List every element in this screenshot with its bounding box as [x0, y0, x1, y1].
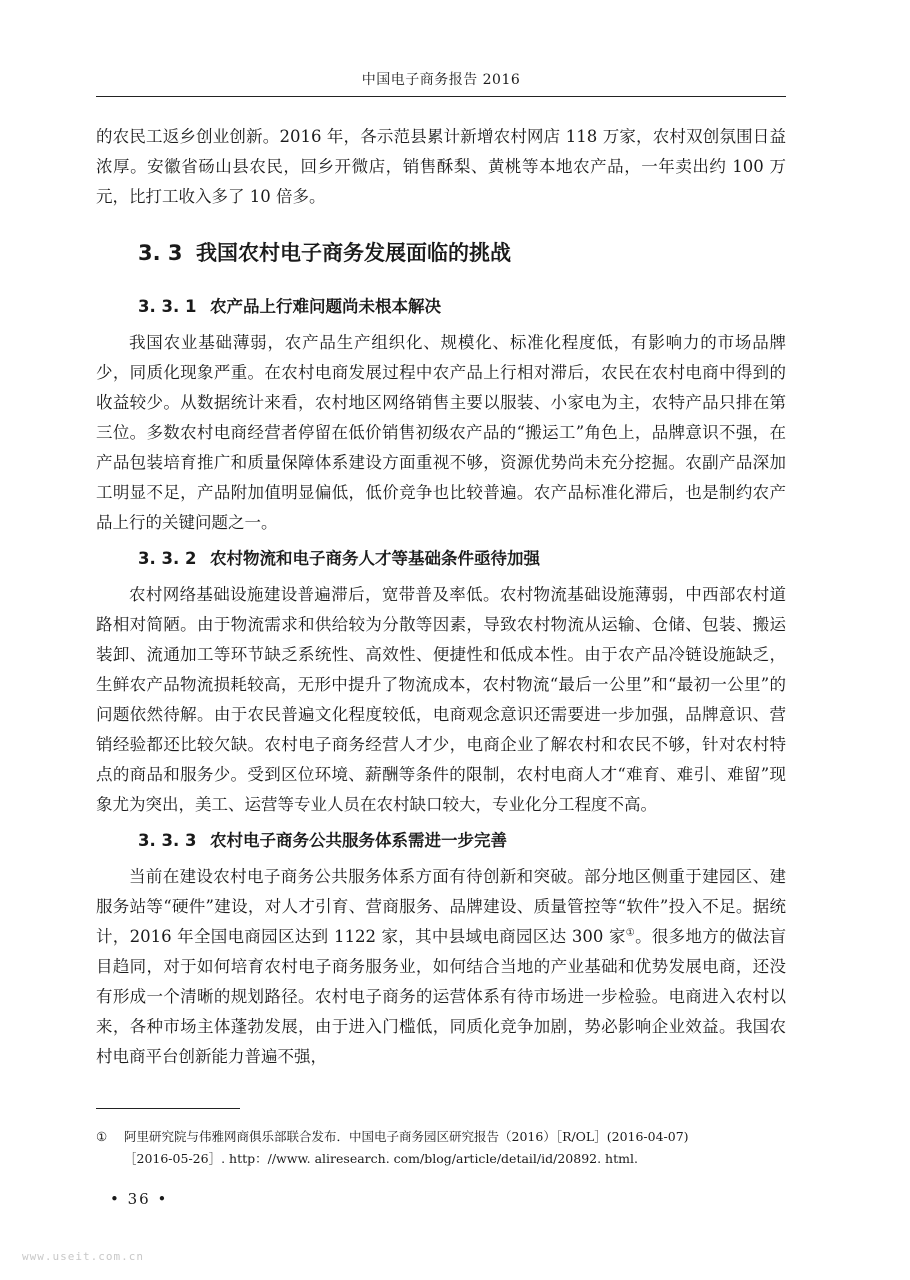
footnote-reference[interactable]: ① — [625, 927, 636, 939]
watermark: www.useit.com.cn — [22, 1250, 144, 1263]
running-title: 中国电子商务报告 2016 — [361, 72, 521, 88]
subsection-number: 3. 3. 1 — [138, 297, 197, 316]
subsection-title: 农村电子商务公共服务体系需进一步完善 — [210, 831, 507, 850]
intro-paragraph: 的农民工返乡创业创新。2016 年，各示范县累计新增农村网店 118 万家，农村双创氛围日益浓厚。安徽省砀山县农民，回乡开微店，销售酥梨、黄桃等本地农产品，一年卖出约 100 万元，比打工收入多了 10 倍多。 — [96, 127, 786, 206]
footnote-mark: ① — [96, 1129, 108, 1144]
subsection-body-2: 农村网络基础设施建设普遍滞后，宽带普及率低。农村物流基础设施薄弱，中西部农村道路相对简陋。由于物流需求和供给较为分散等因素，导致农村物流从运输、仓储、包装、搬运装卸、流通加工等环节缺乏系统性、高效性、便捷性和低成本性。由于农产品冷链设施缺乏，生鲜农产品物流损耗较高，无形中提升了物流成本，农村物流“最后一公里”和“最初一公里”的问题依然待解。由于农民普遍文化程度较低，电商观念意识还需要进一步加强，品牌意识、营销经验都还比较欠缺。农村电子商务经营人才少，电商企业了解农村和农民不够，针对农村特点的商品和服务少。受到区位环境、薪酬等条件的限制，农村电商人才“难育、难引、难留”现象尤为突出，美工、运营等专业人员在农村缺口较大，专业化分工程度不高。 — [96, 585, 786, 814]
subsection-heading-3 — [138, 826, 786, 856]
subsection-heading-2 — [138, 544, 786, 574]
section-title: 我国农村电子商务发展面临的挑战 — [196, 241, 511, 265]
body-text-before-note: 当前在建设农村电子商务公共服务体系方面有待创新和突破。部分地区侧重于建园区、建服务站等“硬件”建设，对人才引育、营商服务、品牌建设、质量管控等“软件”投入不足。据统计，2016 年全国电商园区达到 1122 家，其中县域电商园区达 300 家 — [96, 867, 786, 946]
subsection-title: 农村物流和电子商务人才等基础条件亟待加强 — [210, 549, 540, 568]
subsection-number: 3. 3. 3 — [138, 831, 197, 850]
footnote-url[interactable]: ［2016-05-26］. http：//www. aliresearch. com/blog/article/detail/id/20892. html. — [124, 1151, 638, 1166]
body-text-after-note: 。很多地方的做法盲目趋同，对于如何培育农村电子商务服务业，如何结合当地的产业基础和优势发展电商，还没有形成一个清晰的规划路径。农村电子商务的运营体系有待市场进一步检验。电商进入农村以来，各种市场主体蓬勃发展，由于进入门槛低，同质化竞争加剧，势必影响企业效益。我国农村电商平台创新能力普遍不强， — [96, 927, 787, 1066]
subsection-body-3 — [96, 862, 786, 1072]
subsection-title: 农产品上行难问题尚未根本解决 — [210, 297, 441, 316]
subsection-number: 3. 3. 2 — [138, 549, 197, 568]
subsection-body-1: 我国农业基础薄弱，农产品生产组织化、规模化、标准化程度低，有影响力的市场品牌少，同质化现象严重。在农村电商发展过程中农产品上行相对滞后，农民在农村电商中得到的收益较少。从数据统计来看，农村地区网络销售主要以服装、小家电为主，农特产品只排在第三位。多数农村电商经营者停留在低价销售初级农产品的“搬运工”角色上，品牌意识不强，在产品包装培育推广和质量保障体系建设方面重视不够，资源优势尚未充分挖掘。农副产品深加工明显不足，产品附加值明显偏低，低价竞争也比较普遍。农产品标准化滞后，也是制约农产品上行的关键问题之一。 — [96, 333, 786, 532]
footnote-text: 阿里研究院与伟雅网商俱乐部联合发布．中国电子商务园区研究报告（2016）［R/OL］(2016-04-07) — [124, 1129, 689, 1144]
running-header — [96, 68, 786, 97]
footnote — [96, 1126, 786, 1170]
footnote-divider — [96, 1108, 240, 1109]
section-number: 3. 3 — [138, 241, 183, 265]
section-heading — [138, 238, 786, 268]
page-number: • 36 • — [110, 1190, 169, 1208]
subsection-heading-1 — [138, 292, 786, 322]
page-body — [96, 122, 786, 1072]
